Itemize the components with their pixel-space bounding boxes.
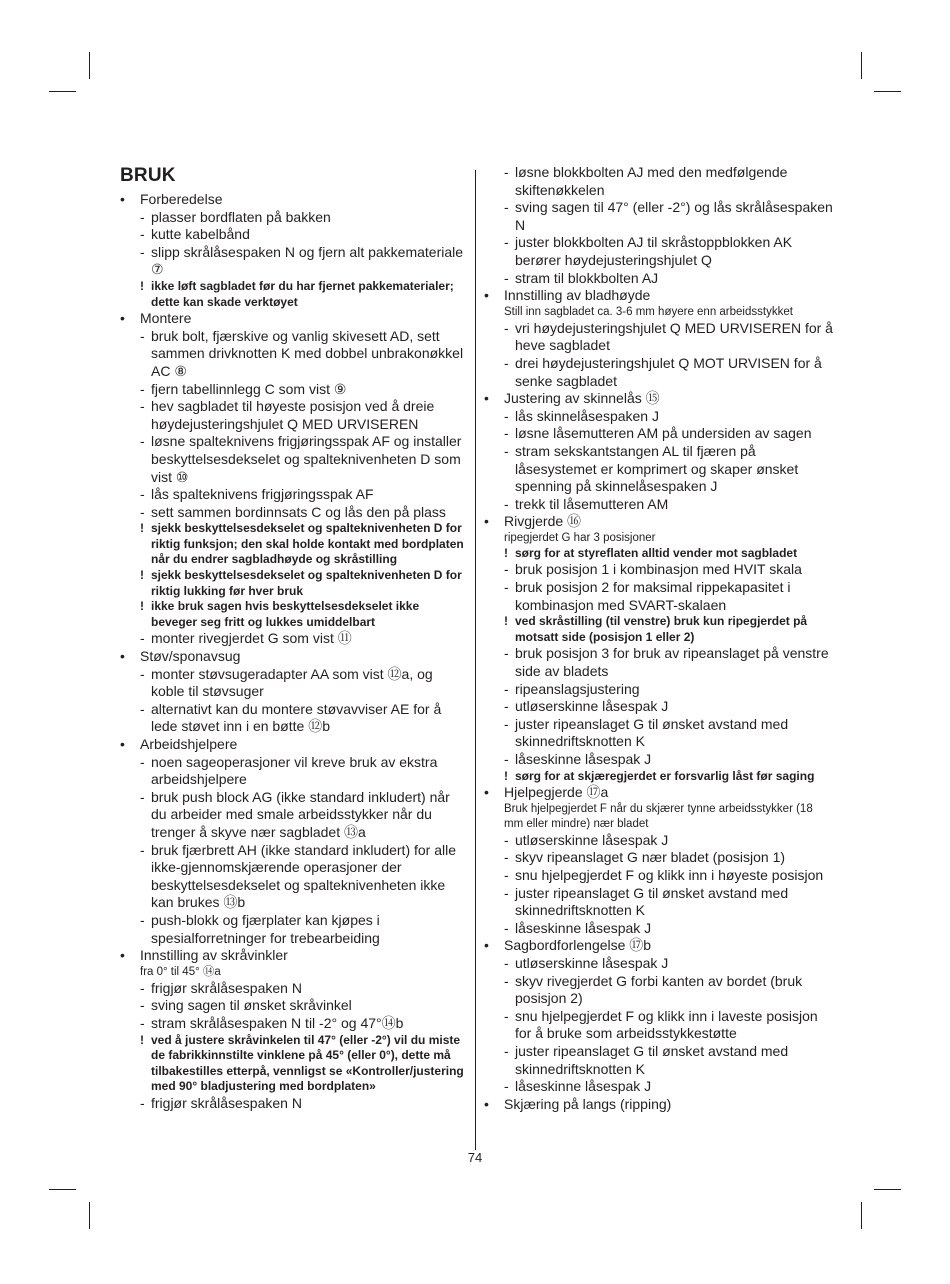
item-text: bruk push block AG (ikke standard inkludert) når du arbeider med smale arbeidsstykker når du trenger å skyve nær sagbladet ⑬a (151, 788, 450, 840)
dash-mark: - (504, 579, 509, 596)
item-text: sørg for at skjæregjerdet er forsvarlig låst før saging (515, 768, 815, 783)
bullet-icon: • (484, 287, 489, 304)
list-item (140, 912, 465, 947)
list-item (140, 486, 465, 504)
bullet-icon: • (120, 191, 125, 207)
list-item (504, 885, 834, 920)
list-item (140, 244, 465, 279)
warning-item (140, 568, 465, 599)
section-title: Forberedelse (140, 191, 223, 207)
list-item (140, 209, 465, 227)
warning-mark: ! (140, 1032, 144, 1047)
list-item (504, 849, 834, 867)
dash-mark: - (140, 630, 145, 647)
section-title: Arbeidshjelpere (140, 736, 238, 752)
item-text: juster blokkbolten AJ til skråstoppblokken AK berører høydejusteringshjulet Q (515, 234, 793, 268)
dash-mark: - (140, 911, 145, 928)
list-item (140, 980, 465, 998)
warning-item (504, 769, 834, 785)
dash-mark: - (140, 841, 145, 858)
list-item (140, 226, 465, 244)
left-column-body (120, 191, 465, 1112)
crop-mark (49, 1189, 76, 1190)
item-text: sjekk beskyttelsesdekselet og spalteknivenheten D for riktig lukking før hver bruk (151, 568, 462, 598)
dash-mark: - (504, 164, 509, 180)
dash-mark: - (504, 199, 509, 216)
dash-mark: - (140, 997, 145, 1014)
section-note: fra 0° til 45° ⑭a (140, 965, 221, 978)
dash-mark: - (140, 226, 145, 243)
crop-mark (89, 1202, 90, 1229)
warning-item (140, 599, 465, 630)
dash-mark: - (140, 433, 145, 450)
list-item (140, 398, 465, 433)
item-text: vri høydejusteringshjulet Q MED URVISEREN for å heve sagbladet (515, 319, 833, 354)
item-text: snu hjelpegjerdet F og klikk inn i laveste posisjon for å bruke som arbeidsstykkestøtte (515, 1007, 818, 1042)
section (120, 310, 465, 648)
dash-mark: - (140, 243, 145, 260)
list-item (504, 234, 834, 269)
dash-mark: - (140, 208, 145, 225)
item-text: ikke bruk sagen hvis beskyttelsesdekselet ikke beveger seg fritt og lukkes umiddelbart (151, 599, 420, 629)
list-item (504, 579, 834, 614)
list-item (140, 1095, 465, 1113)
left-column (120, 164, 465, 1112)
bullet-icon: • (120, 310, 125, 327)
warning-mark: ! (504, 614, 508, 629)
warning-item (504, 614, 834, 645)
warning-mark: ! (140, 599, 144, 614)
list-item (140, 754, 465, 789)
dash-mark: - (140, 1094, 145, 1111)
section (484, 784, 834, 937)
dash-mark: - (504, 319, 509, 336)
item-text: sett sammen bordinnsats C og lås den på plass (151, 503, 446, 520)
dash-mark: - (504, 715, 509, 732)
dash-mark: - (504, 561, 509, 578)
crop-mark (874, 1189, 901, 1190)
dash-mark: - (140, 486, 145, 503)
dash-mark: - (504, 645, 509, 662)
section-title: Hjelpegjerde ⑰a (504, 784, 609, 801)
dash-mark: - (504, 680, 509, 697)
item-text: bruk posisjon 2 for maksimal rippekapasitet i kombinasjon med SVART-skalaen (515, 579, 791, 613)
dash-mark: - (140, 398, 145, 415)
item-text: juster ripeanslaget G til ønsket avstand med skinnedriftsknotten K (515, 715, 789, 750)
warning-item (140, 279, 465, 310)
item-text: ripeanslagsjustering (515, 680, 640, 697)
item-text: ved å justere skråvinkelen til 47° (eller -2°) vil du miste de fabrikkinnstilte vinklene på 45° (eller 0°), dette må tilbakestilles etterpå, vennligst se «Kontroller/justering med 90° bladjustering med bordplaten» (151, 1032, 464, 1094)
right-column (484, 164, 834, 1113)
section-note: ripegjerdet G har 3 posisjoner (504, 531, 656, 544)
list-item (504, 832, 834, 850)
list-item (504, 199, 834, 234)
dash-mark: - (504, 919, 509, 936)
item-text: stram sekskantstangen AL til fjæren på låsesystemet er komprimert og skaper ønsket spenning på skinnelåsespaken J (515, 442, 799, 495)
list-item (140, 666, 465, 701)
crop-mark (49, 91, 76, 92)
page-number: 74 (467, 1150, 483, 1165)
dash-mark: - (140, 788, 145, 805)
continuation-list (484, 164, 834, 287)
item-text: snu hjelpegjerdet F og klikk inn i høyeste posisjon (515, 866, 824, 883)
item-text: låseskinne låsespak J (515, 1078, 652, 1095)
item-text: bruk fjærbrett AH (ikke standard inkludert) for alle ikke-gjennomskjærende operasjoner der beskyttelsesdekselet og spalteknivenheten ikke kan brukes ⑬b (151, 841, 457, 911)
list-item (504, 1043, 834, 1078)
item-text: lås skinnelåsespaken J (515, 407, 659, 424)
warning-mark: ! (140, 278, 144, 293)
dash-mark: - (504, 698, 509, 715)
list-item (504, 955, 834, 973)
page-heading: BRUK (120, 165, 176, 186)
item-text: løsne låsemutteren AM på undersiden av sagen (515, 425, 812, 442)
bullet-icon: • (484, 937, 489, 954)
list-item (504, 1008, 834, 1043)
dash-mark: - (504, 234, 509, 251)
item-text: juster ripeanslaget G til ønsket avstand med skinnedriftsknotten K (515, 884, 789, 919)
dash-mark: - (504, 1007, 509, 1024)
crop-mark (874, 91, 901, 92)
list-item (504, 973, 834, 1008)
list-item (140, 328, 465, 381)
item-text: ved skråstilling (til venstre) bruk kun ripegjerdet på motsatt side (posisjon 1 eller 2) (515, 614, 808, 644)
item-text: noen sageoperasjoner vil kreve bruk av ekstra arbeidshjelpere (151, 753, 438, 788)
item-text: hev sagbladet til høyeste posisjon ved å dreie høydejusteringshjulet Q MED URVISEREN (151, 398, 435, 432)
item-text: låseskinne låsespak J (515, 919, 652, 936)
warning-item (504, 546, 834, 562)
section (120, 736, 465, 947)
section-note: Still inn sagbladet ca. 3-6 mm høyere enn arbeidsstykket (504, 305, 793, 318)
item-text: skyv ripeanslaget G nær bladet (posisjon 1) (515, 849, 786, 866)
item-text: kutte kabelbånd (151, 226, 250, 243)
list-item (140, 997, 465, 1015)
item-text: drei høydejusteringshjulet Q MOT URVISEN for å senke sagbladet (515, 354, 822, 389)
section-title: Skjæring på langs (ripping) (504, 1095, 672, 1112)
item-text: stram skrålåsespaken N til -2° og 47°⑭b (151, 1014, 404, 1031)
section-title: Sagbordforlengelse ⑰b (504, 937, 652, 954)
warning-item (140, 521, 465, 568)
list-item (504, 355, 834, 390)
list-item (504, 408, 834, 426)
item-text: fjern tabellinnlegg C som vist ⑨ (151, 380, 347, 397)
warning-mark: ! (504, 768, 508, 783)
warning-mark: ! (504, 545, 508, 560)
item-text: utløserskinne låsespak J (515, 954, 669, 971)
section-note: Bruk hjelpegjerdet F når du skjærer tynne arbeidsstykker (18 mm eller mindre) nær bladet (504, 802, 813, 830)
item-text: lås spalteknivens frigjøringsspak AF (151, 486, 374, 503)
item-text: løsne blokkbolten AJ med den medfølgende skiftenøkkelen (515, 164, 788, 198)
dash-mark: - (504, 866, 509, 883)
dash-mark: - (140, 380, 145, 397)
dash-mark: - (504, 1042, 509, 1059)
section (484, 390, 834, 513)
list-item (504, 270, 834, 288)
bullet-icon: • (120, 736, 125, 752)
section (484, 937, 834, 1095)
item-text: skyv rivegjerdet G forbi kanten av bordet (bruk posisjon 2) (515, 972, 803, 1007)
list-item (504, 867, 834, 885)
item-text: monter støvsugeradapter AA som vist ⑫a, og koble til støvsuger (151, 665, 433, 700)
list-item (504, 698, 834, 716)
item-text: alternativt kan du montere støvavviser AE for å lede støvet inn i en bøtte ⑫b (151, 700, 442, 735)
item-text: stram til blokkbolten AJ (515, 269, 659, 286)
item-text: frigjør skrålåsespaken N (151, 979, 302, 996)
warning-mark: ! (140, 568, 144, 583)
crop-mark (89, 52, 90, 79)
item-text: push-blokk og fjærplater kan kjøpes i spesialforretninger for trebearbeiding (151, 911, 380, 946)
bullet-icon: • (484, 1095, 489, 1112)
bullet-icon: • (484, 390, 489, 407)
list-item (504, 425, 834, 443)
dash-mark: - (504, 495, 509, 512)
list-item (140, 433, 465, 486)
list-item (504, 751, 834, 769)
section-title: Støv/sponavsug (140, 648, 241, 665)
list-item (140, 701, 465, 736)
warning-mark: ! (140, 521, 144, 536)
list-item (504, 320, 834, 355)
dash-mark: - (504, 831, 509, 848)
item-text: utløserskinne låsespak J (515, 698, 669, 715)
item-text: sjekk beskyttelsesdekselet og spalteknivenheten D for riktig funksjon; den skal holde kontakt med bordplaten når du endrer sagbladhøyde og skråstilling (151, 521, 464, 567)
item-text: plasser bordflaten på bakken (151, 208, 331, 225)
bullet-icon: • (484, 513, 489, 530)
item-text: låseskinne låsespak J (515, 751, 652, 767)
item-text: juster ripeanslaget G til ønsket avstand med skinnedriftsknotten K (515, 1042, 789, 1077)
section (484, 287, 834, 390)
dash-mark: - (504, 1078, 509, 1095)
dash-mark: - (140, 503, 145, 520)
section-title: Innstilling av skråvinkler (140, 947, 288, 964)
column-divider (475, 170, 476, 1150)
section-title: Innstilling av bladhøyde (504, 287, 651, 304)
bullet-icon: • (120, 648, 125, 665)
crop-mark (861, 52, 862, 79)
item-text: trekk til låsemutteren AM (515, 495, 669, 512)
item-text: frigjør skrålåsespaken N (151, 1094, 302, 1111)
dash-mark: - (504, 269, 509, 286)
section (120, 191, 465, 310)
dash-mark: - (504, 849, 509, 866)
dash-mark: - (504, 442, 509, 459)
dash-mark: - (504, 751, 509, 767)
right-column-body (484, 287, 834, 1113)
item-text: utløserskinne låsespak J (515, 831, 669, 848)
list-item (504, 716, 834, 751)
list-item (504, 645, 834, 680)
item-text: bruk posisjon 1 i kombinasjon med HVIT skala (515, 561, 802, 578)
list-item (504, 443, 834, 496)
dash-mark: - (140, 753, 145, 770)
section (484, 513, 834, 784)
item-text: sørg for at styreflaten alltid vender mot sagbladet (515, 545, 798, 560)
crop-mark (861, 1202, 862, 1229)
section-title: Rivgjerde ⑯ (504, 513, 582, 530)
warning-item (140, 1033, 465, 1095)
dash-mark: - (504, 354, 509, 371)
dash-mark: - (140, 327, 145, 344)
list-item (140, 789, 465, 842)
list-item (504, 496, 834, 514)
dash-mark: - (504, 972, 509, 989)
dash-mark: - (504, 407, 509, 424)
bullet-icon: • (484, 784, 489, 801)
item-text: sving sagen til 47° (eller -2°) og lås skrålåsespaken N (515, 199, 833, 233)
item-text: ikke løft sagbladet før du har fjernet pakkematerialer; dette kan skade verktøyet (151, 278, 454, 309)
bullet-icon: • (120, 947, 125, 964)
section (120, 947, 465, 1112)
section (120, 648, 465, 736)
list-item (504, 164, 834, 199)
list-item (504, 681, 834, 699)
dash-mark: - (504, 884, 509, 901)
list-item (504, 1078, 834, 1096)
list-item (140, 630, 465, 648)
list-item (140, 381, 465, 399)
dash-mark: - (504, 954, 509, 971)
item-text: sving sagen til ønsket skråvinkel (151, 997, 352, 1014)
dash-mark: - (140, 979, 145, 996)
list-item (140, 504, 465, 522)
list-item (140, 842, 465, 912)
list-item (504, 561, 834, 579)
item-text: bruk bolt, fjærskive og vanlig skivesett AD, sett sammen drivknotten K med dobbel unbrakonøkkel AC ⑧ (151, 327, 464, 379)
item-text: slipp skrålåsespaken N og fjern alt pakkemateriale ⑦ (151, 243, 464, 278)
item-text: bruk posisjon 3 for bruk av ripeanslaget på venstre side av bladets (515, 645, 829, 680)
dash-mark: - (504, 425, 509, 442)
dash-mark: - (140, 1014, 145, 1031)
list-item (504, 920, 834, 938)
section-title: Montere (140, 310, 192, 327)
item-text: løsne spalteknivens frigjøringsspak AF og installer beskyttelsesdekselet og spalteknivenheten D som vist ⑩ (151, 433, 462, 485)
list-item (140, 1015, 465, 1033)
dash-mark: - (140, 665, 145, 682)
section (484, 1096, 834, 1114)
item-text: monter rivegjerdet G som vist ⑪ (151, 630, 352, 647)
dash-mark: - (140, 700, 145, 717)
section-title: Justering av skinnelås ⑮ (504, 390, 660, 407)
